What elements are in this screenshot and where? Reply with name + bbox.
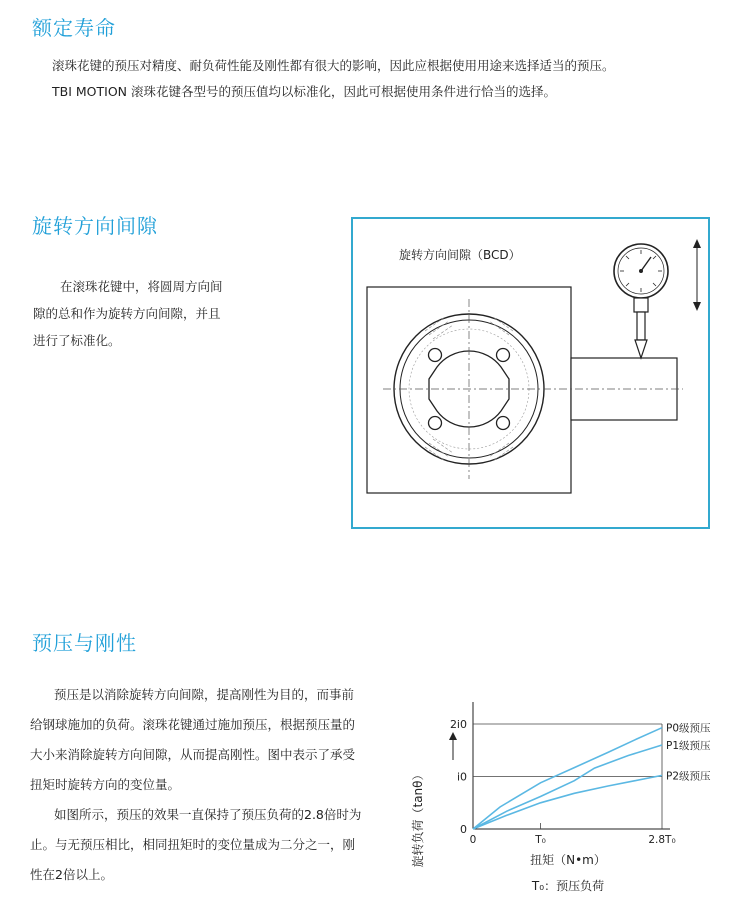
chart-footnote: T₀：预压负荷 — [531, 879, 605, 893]
section-title-life: 额定寿命 — [32, 16, 116, 40]
section-title-backlash: 旋转方向间隙 — [32, 214, 158, 238]
chart-series-label: P2级预压 — [666, 770, 711, 783]
backlash-figure-label: 旋转方向间隙（BCD） — [399, 248, 521, 262]
chart-y-tick-label: 2i0 — [449, 718, 467, 731]
chart-series-label: P1级预压 — [666, 740, 711, 752]
preload-paragraph-2: 如图所示，预压的效果一直保持了预压负荷的2.8倍时为止。与无预压相比，相同扭矩时的变位量成为二分之一，刚性在2倍以上。 — [30, 807, 362, 882]
chart-x-tick-label: 2.8T₀ — [648, 834, 676, 846]
backlash-diagram — [353, 219, 708, 527]
backlash-line-1: 在滚珠花键中，将圆周方向间 — [60, 279, 223, 294]
chart-xlabel: 扭矩（N•m） — [530, 853, 606, 867]
backlash-figure — [351, 217, 710, 529]
backlash-line-3: 进行了标准化。 — [33, 333, 121, 348]
chart-ylabel: 旋转负荷（tanθ） — [411, 768, 425, 868]
chart-y-tick-label: i0 — [456, 770, 467, 784]
chart-series-label: P0级预压 — [666, 722, 711, 735]
preload-chart — [398, 698, 738, 910]
chart-x-tick-label: T₀ — [535, 834, 546, 846]
dial-gauge-icon — [614, 244, 668, 358]
backlash-line-2: 隙的总和作为旋转方向间隙，并且 — [33, 306, 221, 321]
double-arrow-icon — [693, 239, 701, 311]
chart-y-tick-label: 0 — [460, 823, 467, 836]
chart-series-line — [473, 745, 662, 829]
life-line-1: 滚珠花键的预压对精度、耐负荷性能及刚性都有很大的影响，因此应根据使用用途来选择适当的预压。 — [52, 58, 615, 73]
chart-x-tick-label: 0 — [469, 834, 477, 846]
preload-paragraph-1: 预压是以消除旋转方向间隙，提高刚性为目的，而事前给钢球施加的负荷。滚珠花键通过施加预压，根据预压量的大小来消除旋转方向间隙，从而提高刚性。图中表示了承受扭矩时旋转方向的变位量。 — [30, 687, 356, 792]
life-line-2: TBI MOTION 滚珠花键各型号的预压值均以标准化，因此可根据使用条件进行恰当的选择。 — [52, 84, 556, 99]
section-title-preload: 预压与刚性 — [32, 631, 137, 655]
